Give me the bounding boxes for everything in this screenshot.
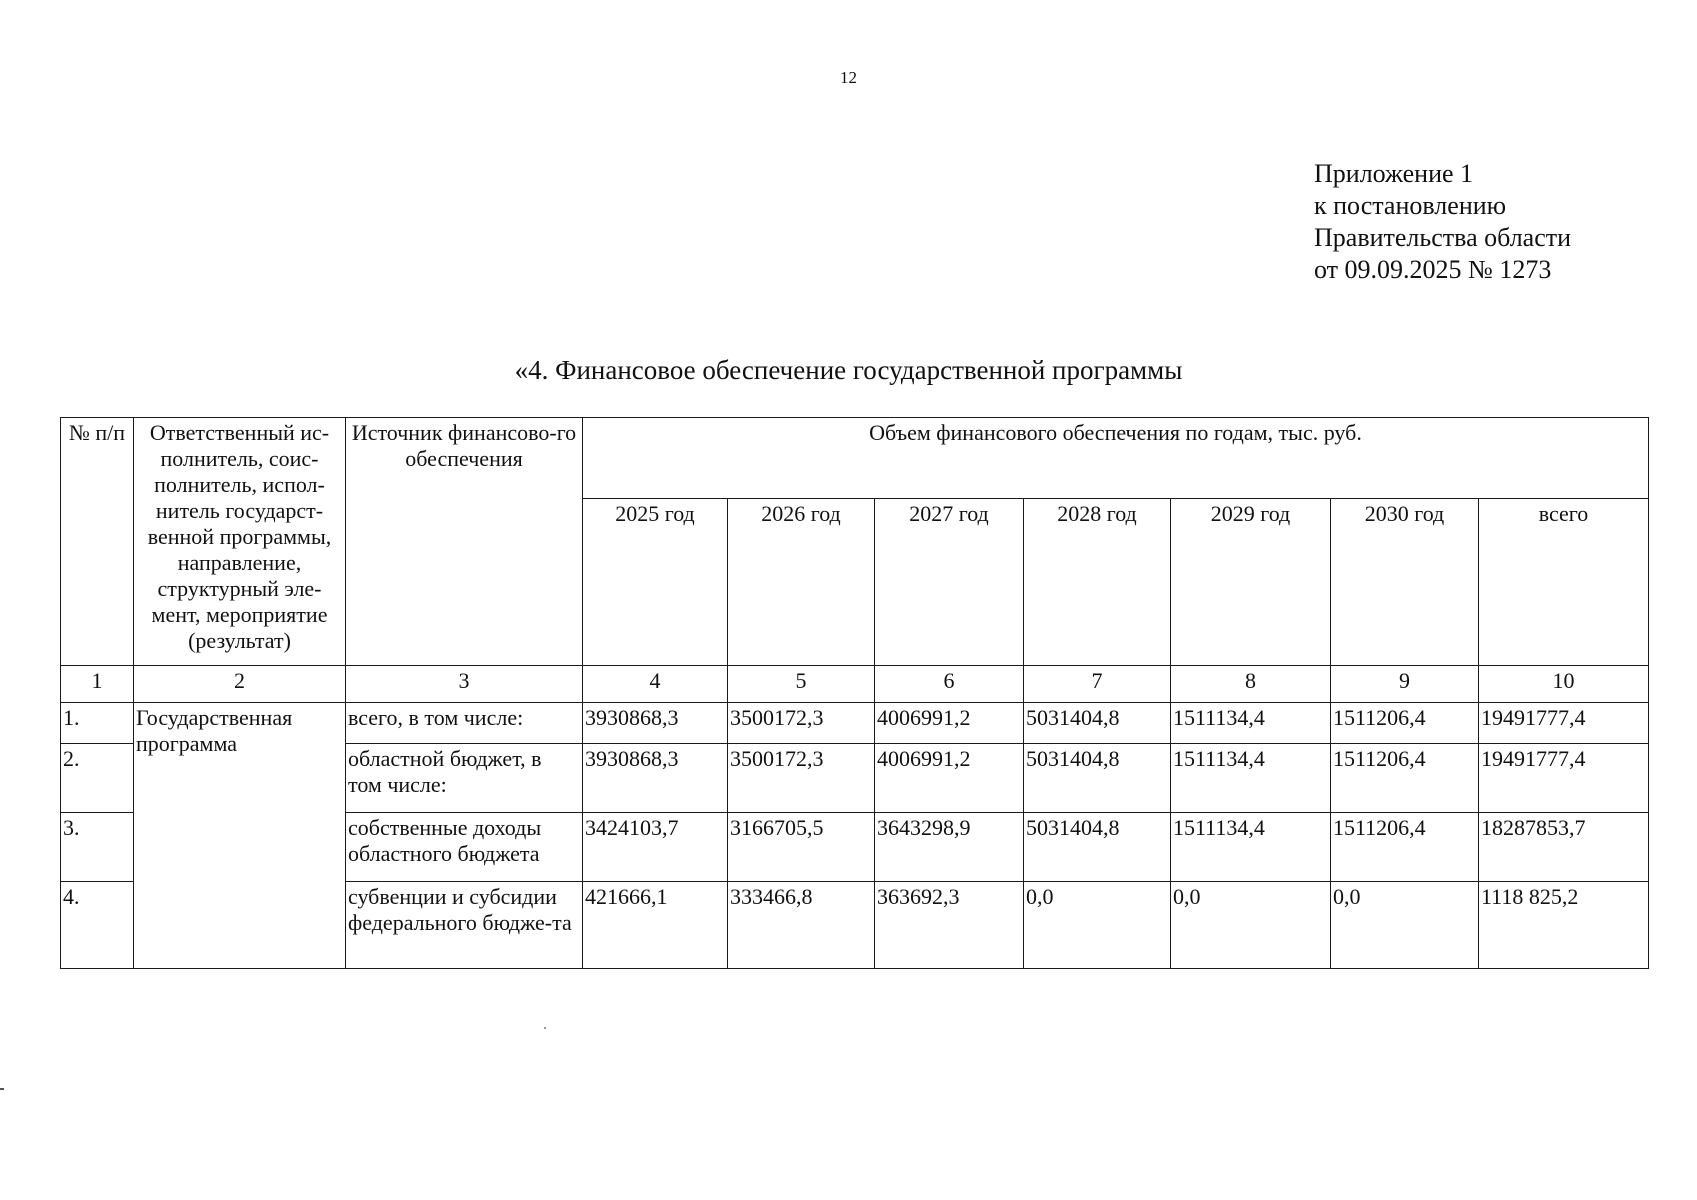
row-number: 2. bbox=[61, 744, 134, 813]
header-volume: Объем финансового обеспечения по годам, тыс. руб. bbox=[583, 418, 1649, 499]
value-cell: 3424103,7 bbox=[583, 813, 728, 882]
header-num: № п/п bbox=[61, 418, 134, 666]
value-cell: 3930868,3 bbox=[583, 703, 728, 744]
appendix-line-2: к постановлению bbox=[1314, 191, 1507, 220]
value-cell: 4006991,2 bbox=[875, 703, 1024, 744]
column-number: 7 bbox=[1024, 666, 1171, 703]
column-number: 3 bbox=[346, 666, 583, 703]
value-cell: 4006991,2 bbox=[875, 744, 1024, 813]
value-cell: 3500172,3 bbox=[728, 744, 875, 813]
row-number: 4. bbox=[61, 882, 134, 969]
scan-speck bbox=[544, 1027, 546, 1029]
source-cell: собственные доходы областного бюджета bbox=[346, 813, 583, 882]
value-cell: 1511206,4 bbox=[1331, 703, 1479, 744]
value-cell: 0,0 bbox=[1171, 882, 1331, 969]
appendix-line-4: от 09.09.2025 № 1273 bbox=[1314, 255, 1552, 284]
source-cell: областной бюджет, в том числе: bbox=[346, 744, 583, 813]
value-cell: 3930868,3 bbox=[583, 744, 728, 813]
value-cell: 363692,3 bbox=[875, 882, 1024, 969]
appendix-line-3: Правительства области bbox=[1314, 223, 1572, 252]
value-cell: 3643298,9 bbox=[875, 813, 1024, 882]
header-source: Источник финансово-го обеспечения bbox=[346, 418, 583, 666]
value-cell: 0,0 bbox=[1331, 882, 1479, 969]
header-year-2029: 2029 год bbox=[1171, 499, 1331, 666]
value-cell: 5031404,8 bbox=[1024, 744, 1171, 813]
source-cell: всего, в том числе: bbox=[346, 703, 583, 744]
appendix-block bbox=[1314, 158, 1571, 286]
value-cell: 1511134,4 bbox=[1171, 813, 1331, 882]
column-number: 4 bbox=[583, 666, 728, 703]
value-cell: 1511134,4 bbox=[1171, 744, 1331, 813]
column-number: 10 bbox=[1479, 666, 1649, 703]
value-cell: 19491777,4 bbox=[1479, 703, 1649, 744]
value-cell: 1511134,4 bbox=[1171, 703, 1331, 744]
table-row bbox=[61, 703, 1649, 744]
page-number: 12 bbox=[840, 68, 857, 87]
header-row-top bbox=[61, 418, 1649, 499]
value-cell: 3166705,5 bbox=[728, 813, 875, 882]
header-year-2025: 2025 год bbox=[583, 499, 728, 666]
header-year-2027: 2027 год bbox=[875, 499, 1024, 666]
section-title: «4. Финансовое обеспечение государственной программы bbox=[514, 355, 1183, 385]
row-number: 3. bbox=[61, 813, 134, 882]
value-cell: 1118 825,2 bbox=[1479, 882, 1649, 969]
column-number: 9 bbox=[1331, 666, 1479, 703]
value-cell: 333466,8 bbox=[728, 882, 875, 969]
column-number-row bbox=[61, 666, 1649, 703]
executor-cell: Государственная программа bbox=[134, 703, 346, 969]
source-cell: субвенции и субсидии федерального бюдже-та bbox=[346, 882, 583, 969]
finance-table bbox=[60, 417, 1649, 969]
column-number: 8 bbox=[1171, 666, 1331, 703]
value-cell: 1511206,4 bbox=[1331, 813, 1479, 882]
header-year-2028: 2028 год bbox=[1024, 499, 1171, 666]
value-cell: 421666,1 bbox=[583, 882, 728, 969]
column-number: 1 bbox=[61, 666, 134, 703]
value-cell: 3500172,3 bbox=[728, 703, 875, 744]
value-cell: 5031404,8 bbox=[1024, 703, 1171, 744]
column-number: 2 bbox=[134, 666, 346, 703]
header-year-2030: 2030 год bbox=[1331, 499, 1479, 666]
header-total: всего bbox=[1479, 499, 1649, 666]
column-number: 5 bbox=[728, 666, 875, 703]
header-year-2026: 2026 год bbox=[728, 499, 875, 666]
value-cell: 18287853,7 bbox=[1479, 813, 1649, 882]
value-cell: 5031404,8 bbox=[1024, 813, 1171, 882]
value-cell: 0,0 bbox=[1024, 882, 1171, 969]
appendix-line-1: Приложение 1 bbox=[1314, 159, 1474, 188]
row-number: 1. bbox=[61, 703, 134, 744]
header-executor: Ответственный ис-полнитель, соис-полнитель, испол-нитель государст-венной программы, направление, структурный эле-мент, мероприятие (результат) bbox=[134, 418, 346, 666]
value-cell: 1511206,4 bbox=[1331, 744, 1479, 813]
scan-edge-mark bbox=[0, 1088, 4, 1090]
column-number: 6 bbox=[875, 666, 1024, 703]
value-cell: 19491777,4 bbox=[1479, 744, 1649, 813]
